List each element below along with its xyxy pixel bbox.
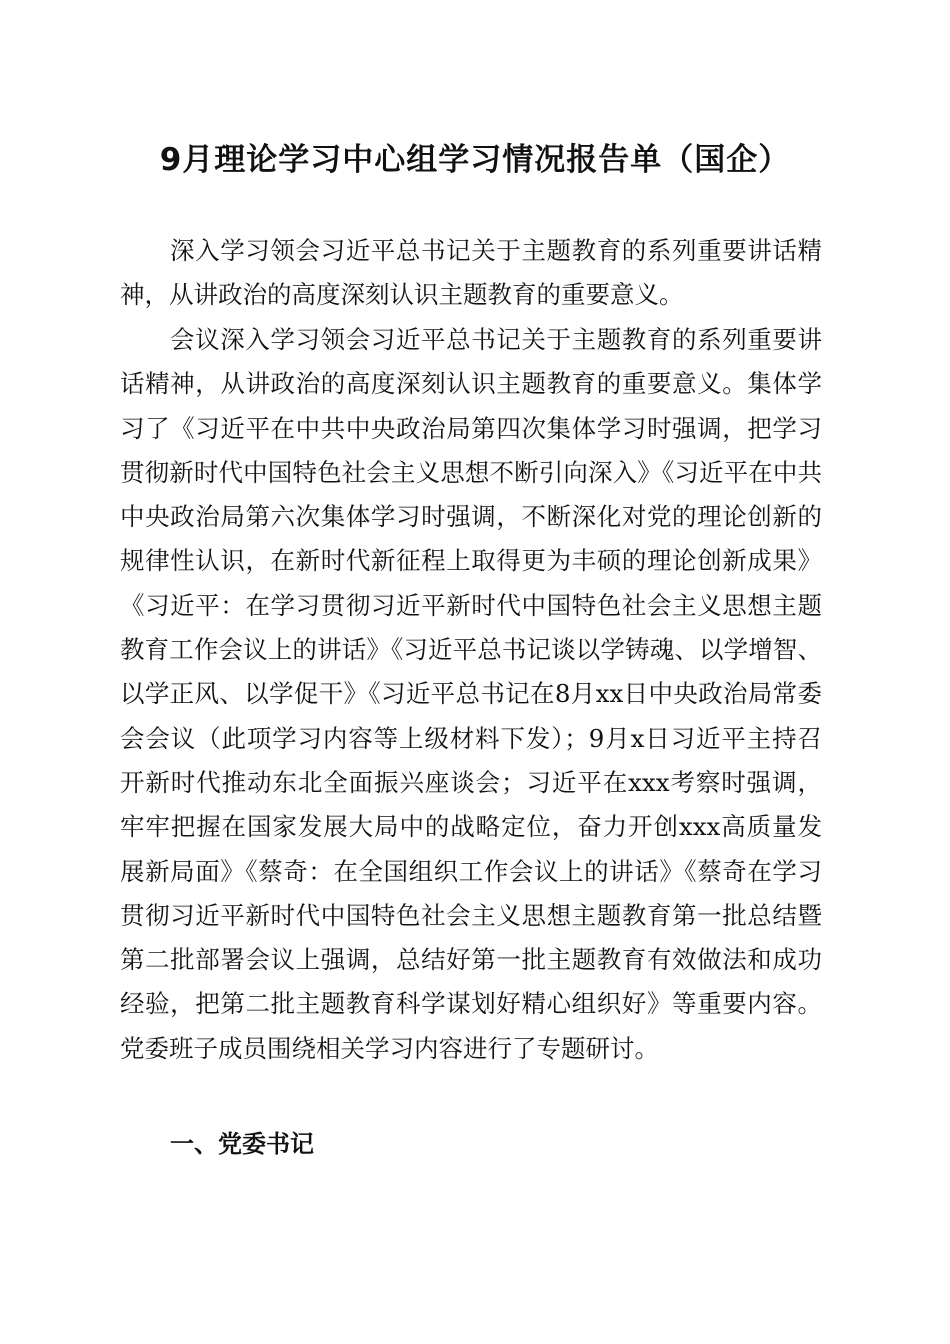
meeting-content-paragraph: 会议深入学习领会习近平总书记关于主题教育的系列重要讲话精神，从讲政治的高度深刻认识主题教育的重要意义。集体学习了《习近平在中共中央政治局第四次集体学习时强调，把学习贯彻新时代中国特色社会主义思想不断引向深入》《习近平在中共中央政治局第六次集体学习时强调，不断深化对党的理论创新的规律性认识，在新时代新征程上取得更为丰硕的理论创新成果》《习近平：在学习贯彻习近平新时代中国特色社会主义思想主题教育工作会议上的讲话》《习近平总书记谈以学铸魂、以学增智、以学正风、以学促干》《习近平总书记在8月xx日中央政治局常委会会议（此项学习内容等上级材料下发）；9月x日习近平主持召开新时代推动东北全面振兴座谈会；习近平在xxx考察时强调，牢牢把握在国家发展大局中的战略定位，奋力开创xxx高质量发展新局面》《蔡奇：在全国组织工作会议上的讲话》《蔡奇在学习贯彻习近平新时代中国特色社会主义思想主题教育第一批总结暨第二批部署会议上强调，总结好第一批主题教育有效做法和成功经验，把第二批主题教育科学谋划好精心组织好》等重要内容。党委班子成员围绕相关学习内容进行了专题研讨。 xyxy=(120,325,822,1063)
document-title: 9月理论学习中心组学习情况报告单（国企） xyxy=(159,142,791,178)
intro-paragraph: 深入学习领会习近平总书记关于主题教育的系列重要讲话精神，从讲政治的高度深刻认识主题教育的重要意义。 xyxy=(120,236,822,310)
section-heading-party-secretary: 一、党委书记 xyxy=(170,1130,314,1158)
